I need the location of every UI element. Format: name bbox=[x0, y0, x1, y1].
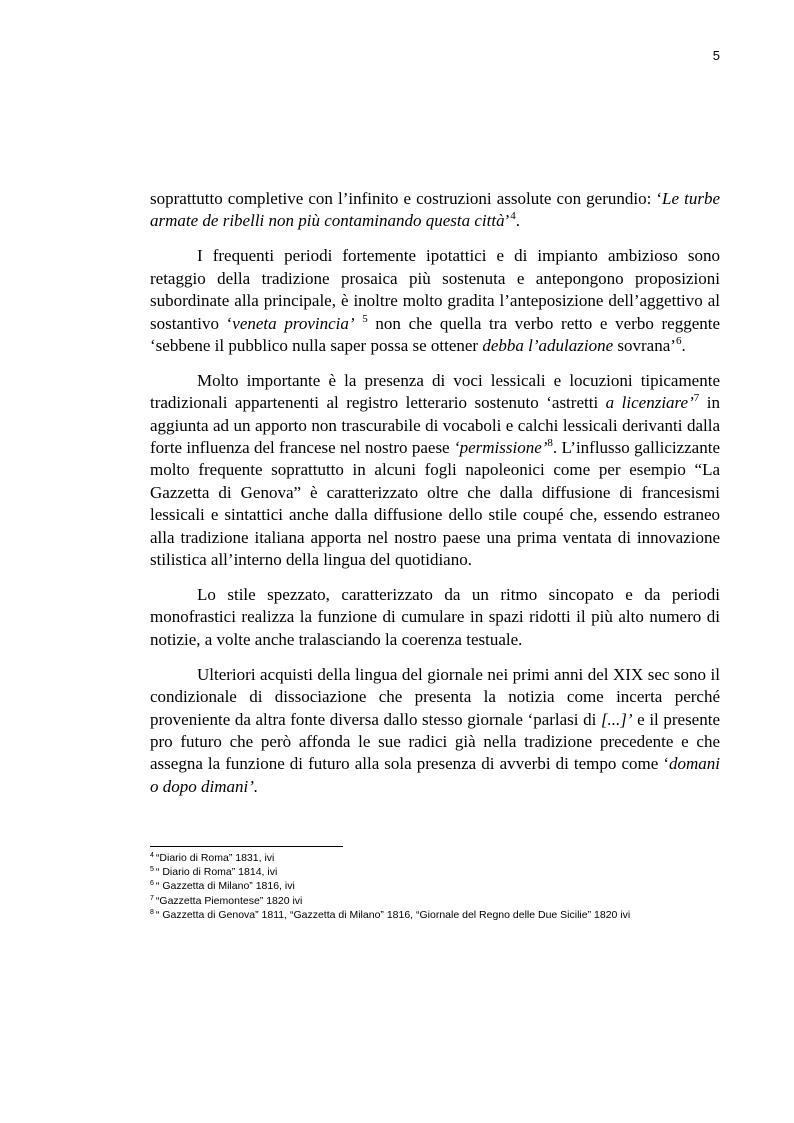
footnote-ref-8: 8 bbox=[547, 437, 553, 450]
paragraph-2 bbox=[150, 245, 720, 357]
p1-text: soprattutto completive con l’infinito e costruzioni assolute con gerundio: ‘ bbox=[150, 189, 663, 208]
footnote-number: 6 bbox=[150, 880, 154, 888]
p1-quote-close: ’ bbox=[504, 211, 511, 231]
footnote-ref-6: 6 bbox=[675, 334, 682, 347]
footnote-ref-5: 5 bbox=[362, 312, 368, 325]
p2-italic-adulazione: debba l’adulazione bbox=[482, 335, 614, 355]
footnote-5 bbox=[150, 865, 730, 879]
footnote-text: “ Gazzetta di Genova” 1811, “Gazzetta di Milano” 1816, “Giornale del Regno delle Due Sicilie” 1820 ivi bbox=[155, 908, 631, 921]
footnote-number: 7 bbox=[150, 894, 154, 902]
footnote-4 bbox=[150, 851, 730, 865]
footnote-separator bbox=[150, 846, 343, 847]
p5-text: Ulteriori acquisti della lingua del giornale nei primi anni del XIX sec sono il condizionale di dissociazione che presenta la notizia come incerta perché proveniente da altra fonte diversa dallo stesso giornale ‘parlasi di bbox=[150, 664, 720, 729]
footnote-6 bbox=[150, 879, 730, 893]
p1-end: . bbox=[515, 211, 521, 231]
footnotes bbox=[150, 851, 730, 922]
paragraph-3 bbox=[150, 370, 720, 572]
footnote-text: “ Diario di Roma” 1814, ivi bbox=[155, 866, 278, 879]
paragraph-5 bbox=[150, 664, 720, 798]
footnote-7 bbox=[150, 894, 730, 908]
p2-text: I frequenti periodi fortemente ipotattici e di impianto ambizioso sono retaggio della tradizione prosaica più sostenuta e antepongono proposizioni subordinate alla principale, è inoltre molto gradita l’anteposizione dell’aggettivo al sostantivo ‘ bbox=[150, 246, 720, 333]
footnote-ref-4: 4 bbox=[510, 210, 516, 223]
p3-text: Molto importante è la presenza di voci lessicali e locuzioni tipicamente tradizionali appartenenti al registro letterario sostenuto ‘astretti bbox=[150, 370, 720, 413]
footnote-text: “Gazzetta Piemontese” 1820 ivi bbox=[155, 894, 303, 907]
p2-text-b: non che quella tra verbo retto e verbo reggente ‘sebbene il pubblico nulla saper possa se ottener bbox=[150, 313, 721, 355]
p1-quote-italic: Le turbe armate de ribelli non più contaminando questa città bbox=[150, 189, 720, 231]
footnote-number: 4 bbox=[150, 852, 154, 859]
p3-italic-permissione: ‘permissione’ bbox=[453, 438, 548, 458]
footnote-ref-7: 7 bbox=[693, 392, 700, 405]
paragraph-4: Lo stile spezzato, caratterizzato da un ritmo sincopato e da periodi monofrastici realizza la funzione di cumulare in spazi ridotti il più alto numero di notizie, a volte anche tralasciando la coerenza testuale. bbox=[150, 585, 720, 649]
p3-text-c: . L’influsso gallicizzante molto frequente soprattutto in alcuni fogli napoleonici come per esempio “La Gazzetta di Genova” è caratterizzato oltre che dalla diffusione di francesismi lessicali e sintattici anche dalla diffusione dello stile coupé che, essendo estraneo alla tradizione italiana apporta nel nostro paese una prima ventata di innovazione stilistica all’interno della lingua del quotidiano. bbox=[150, 438, 720, 570]
p5-italic-ellipsis: [...]’ bbox=[600, 709, 633, 729]
footnote-8 bbox=[150, 908, 730, 922]
p2-end: . bbox=[681, 335, 686, 355]
body-text bbox=[150, 188, 720, 811]
footnote-text: “ Gazzetta di Milano” 1816, ivi bbox=[155, 880, 295, 893]
paragraph-1 bbox=[150, 188, 720, 233]
footnote-text: “Diario di Roma” 1831, ivi bbox=[155, 852, 275, 864]
p2-text-c: sovrana’ bbox=[613, 335, 676, 355]
p3-text-b: in aggiunta ad un apporto non trascurabile di vocaboli e calchi lessicali derivanti dalla forte influenza del francese nel nostro paese bbox=[150, 393, 720, 458]
footnote-number: 8 bbox=[150, 908, 154, 916]
p2-italic-veneta: veneta provincia’ bbox=[232, 313, 355, 333]
p5-text-b: e il presente pro futuro che però affonda le sue radici già nella tradizione precedente e che assegna la funzione di futuro alla sola presenza di avverbi di tempo come ‘ bbox=[150, 709, 720, 774]
p5-italic-domani: domani o dopo dimani’. bbox=[150, 754, 720, 796]
footnote-number: 5 bbox=[150, 866, 154, 874]
p3-italic-licenziare: a licenziare’ bbox=[605, 393, 694, 413]
page-number: 5 bbox=[712, 48, 720, 63]
